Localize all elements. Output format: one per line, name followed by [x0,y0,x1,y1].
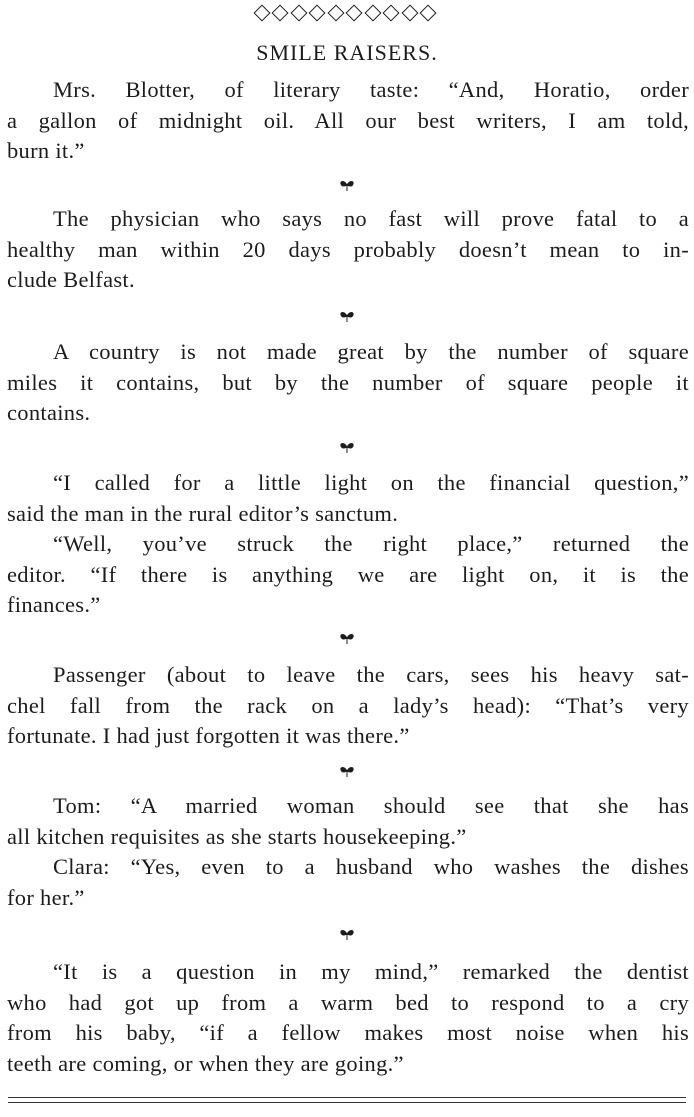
text-line: A country is not made great by the number of square [53,339,689,364]
text-line: chel fall from the rack on a lady’s head): “That’s very [7,692,689,718]
text-line: for her.” [7,884,85,910]
text-line: Mrs. Blotter, of literary taste: “And, Horatio, order [53,77,689,102]
text-line: from his baby, “if a fellow makes most noise when his [7,1020,689,1045]
paragraph [7,75,689,167]
diamond-icon [327,5,344,22]
text-line: editor. “If there is anything we are light on, it is the [7,561,689,587]
header-ornament [256,2,434,24]
paragraph [7,204,689,296]
diamond-icon [254,5,271,22]
diamond-icon [419,5,436,22]
diamond-icon [401,5,418,22]
fleuron-icon [333,926,361,946]
paragraph [7,660,689,752]
text-line: fortunate. I had just forgotten it was there.” [7,723,410,748]
diamond-icon [290,5,307,22]
text-line: healthy man within 20 days probably doesn’t mean to in- [7,236,689,262]
text-line: burn it.” [7,138,85,163]
fleuron-icon [333,630,361,650]
paragraph [7,791,689,852]
text-line: Tom: “A married woman should see that she has [53,793,689,818]
diamond-icon [272,5,289,22]
text-line: “I called for a little light on the financial question,” [53,470,689,495]
fleuron-icon [333,308,361,328]
text-line: teeth are coming, or when they are going.” [7,1050,404,1076]
diamond-icon [364,5,381,22]
text-line: miles it contains, but by the number of square people it [7,369,689,395]
paragraph [7,852,689,913]
text-line: “Well, you’ve struck the right place,” returned the [53,531,689,556]
text-line: a gallon of midnight oil. All our best writers, I am told, [7,107,689,133]
diamond-icon [346,5,363,22]
paragraph [7,529,689,621]
text-line: finances.” [7,592,101,617]
page-title: SMILE RAISERS. [256,40,438,65]
text-line: said the man in the rural editor’s sanctum. [7,500,399,526]
diamond-icon [383,5,400,22]
text-line: who had got up from a warm bed to respond to a cry [7,989,689,1015]
text-line: contains. [7,400,91,425]
text-line: Passenger (about to leave the cars, sees his heavy sat- [53,662,689,687]
text-line: all kitchen requisites as she starts housekeeping.” [7,823,467,849]
paragraph [7,957,689,1079]
text-line: Clara: “Yes, even to a husband who washes the dishes [53,854,689,879]
divider [8,1097,686,1098]
paragraph [7,337,689,429]
text-line: The physician who says no fast will prove fatal to a [53,206,689,231]
divider [8,1102,686,1103]
text-line: “It is a question in my mind,” remarked the dentist [53,959,689,984]
text-line: clude Belfast. [7,267,135,292]
fleuron-icon [333,439,361,459]
fleuron-icon [333,763,361,783]
paragraph [7,468,689,529]
fleuron-icon [333,177,361,197]
diamond-icon [309,5,326,22]
